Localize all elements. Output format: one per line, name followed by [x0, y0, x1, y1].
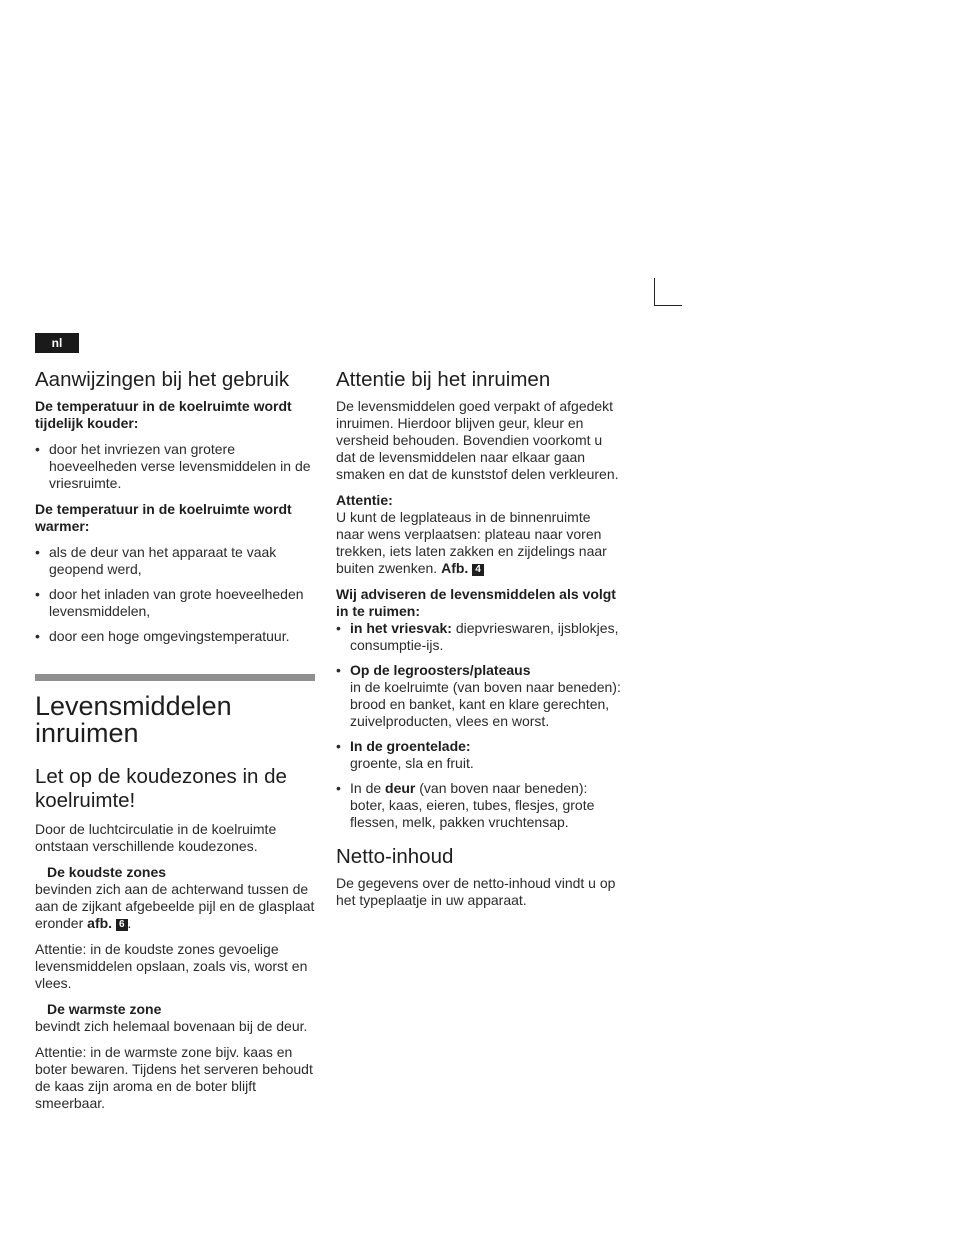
item-text: (van boven naar beneden):: [419, 780, 588, 796]
attention-text: De levensmiddelen goed verpakt of afgedekt inruimen. Hierdoor blijven geur, kleur en versheid behouden. Bovendien voorkomt u dat de levensmiddelen naar elkaar gaan smaken en dat de kunststof delen verkleuren.: [336, 398, 619, 482]
coldest-text-body: bevinden zich aan de achterwand tussen de aan de zijkant afgebeelde pijl en de glasplaat eronder: [35, 881, 315, 931]
list-item: • door het invriezen van grotere hoeveelheden verse levensmiddelen in de vriesruimte.: [35, 441, 320, 492]
warmest-attention: Attentie: in de warmste zone bijv. kaas en boter bewaren. Tijdens het serveren behoudt de kaas zijn aroma en de boter blijft smeerbaar.: [35, 1044, 313, 1111]
list-item: [336, 738, 621, 772]
item-text: In de: [350, 780, 382, 796]
colder-intro: De temperatuur in de koelruimte wordt tijdelijk kouder:: [35, 398, 292, 431]
item-label: In de groentelade:: [350, 738, 471, 754]
zones-intro: Door de luchtcirculatie in de koelruimte ontstaan verschillende koudezones.: [35, 821, 277, 854]
list-item: [336, 662, 621, 730]
list-item: • door het inladen van grote hoeveelheden levensmiddelen,: [35, 586, 320, 620]
item-text: diepvrieswaren, ijsblokjes, consumptie-ijs.: [350, 620, 619, 653]
item-label: deur: [385, 780, 416, 796]
list-item: • als de deur van het apparaat te vaak geopend werd,: [35, 544, 320, 578]
section-title: Levensmiddelen inruimen: [35, 691, 232, 748]
coldest-title: De koudste zones: [47, 864, 167, 880]
net-text: De gegevens over de netto-inhoud vindt u op het typeplaatje in uw apparaat.: [336, 875, 616, 908]
warmest-text: bevindt zich helemaal bovenaan bij de deur.: [35, 1018, 308, 1034]
list-item: [336, 780, 621, 831]
heading-usage: Aanwijzingen bij het gebruik: [35, 368, 290, 391]
crop-mark: [654, 278, 682, 306]
figure-number-badge: 6: [116, 919, 128, 931]
item-text: groente, sla en fruit.: [350, 755, 474, 771]
language-tab: nl: [35, 333, 79, 353]
item-text: in de koelruimte (van boven naar beneden):: [350, 679, 621, 695]
item-label: Op de legroosters/plateaus: [350, 662, 531, 678]
list-item: [336, 620, 621, 654]
attentie-label: Attentie:: [336, 492, 393, 508]
heading-zones: Let op de koudezones in de koelruimte!: [35, 765, 287, 812]
coldest-text: bevinden zich aan de achterwand tussen de aan de zijkant afgebeelde pijl en de glasplaat eronder afb. 6 .: [35, 881, 315, 931]
figure-number-badge: 4: [472, 564, 484, 576]
item-text: brood en banket, kant en klare gerechten, zuivelproducten, vlees en worst.: [350, 696, 610, 729]
figure-ref: afb.: [87, 915, 113, 931]
attentie-text: [336, 509, 621, 577]
figure-ref: Afb.: [441, 560, 469, 576]
warmest-title: De warmste zone: [47, 1001, 162, 1017]
attentie-text-body: U kunt de legplateaus in de binnenruimte naar wens verplaatsen: plateau naar voren trekken, iets laten zakken en zijdelings naar buiten zwenken.: [336, 509, 607, 576]
warmer-intro: De temperatuur in de koelruimte wordt warmer:: [35, 501, 292, 534]
left-column: [35, 368, 320, 1112]
heading-attention: Attentie bij het inruimen: [336, 368, 551, 391]
item-label: in het vriesvak:: [350, 620, 452, 636]
section-divider: [35, 674, 315, 681]
advice-intro: Wij adviseren de levensmiddelen als volgt in te ruimen:: [336, 586, 616, 619]
coldest-attention: Attentie: in de koudste zones gevoelige levensmiddelen opslaan, zoals vis, worst en vlees.: [35, 941, 308, 991]
item-text: boter, kaas, eieren, tubes, flesjes, grote flessen, melk, pakken vruchtensap.: [350, 797, 595, 830]
right-column: [336, 368, 621, 909]
heading-net-content: Netto-inhoud: [336, 845, 454, 868]
list-item: • door een hoge omgevingstemperatuur.: [35, 628, 320, 645]
